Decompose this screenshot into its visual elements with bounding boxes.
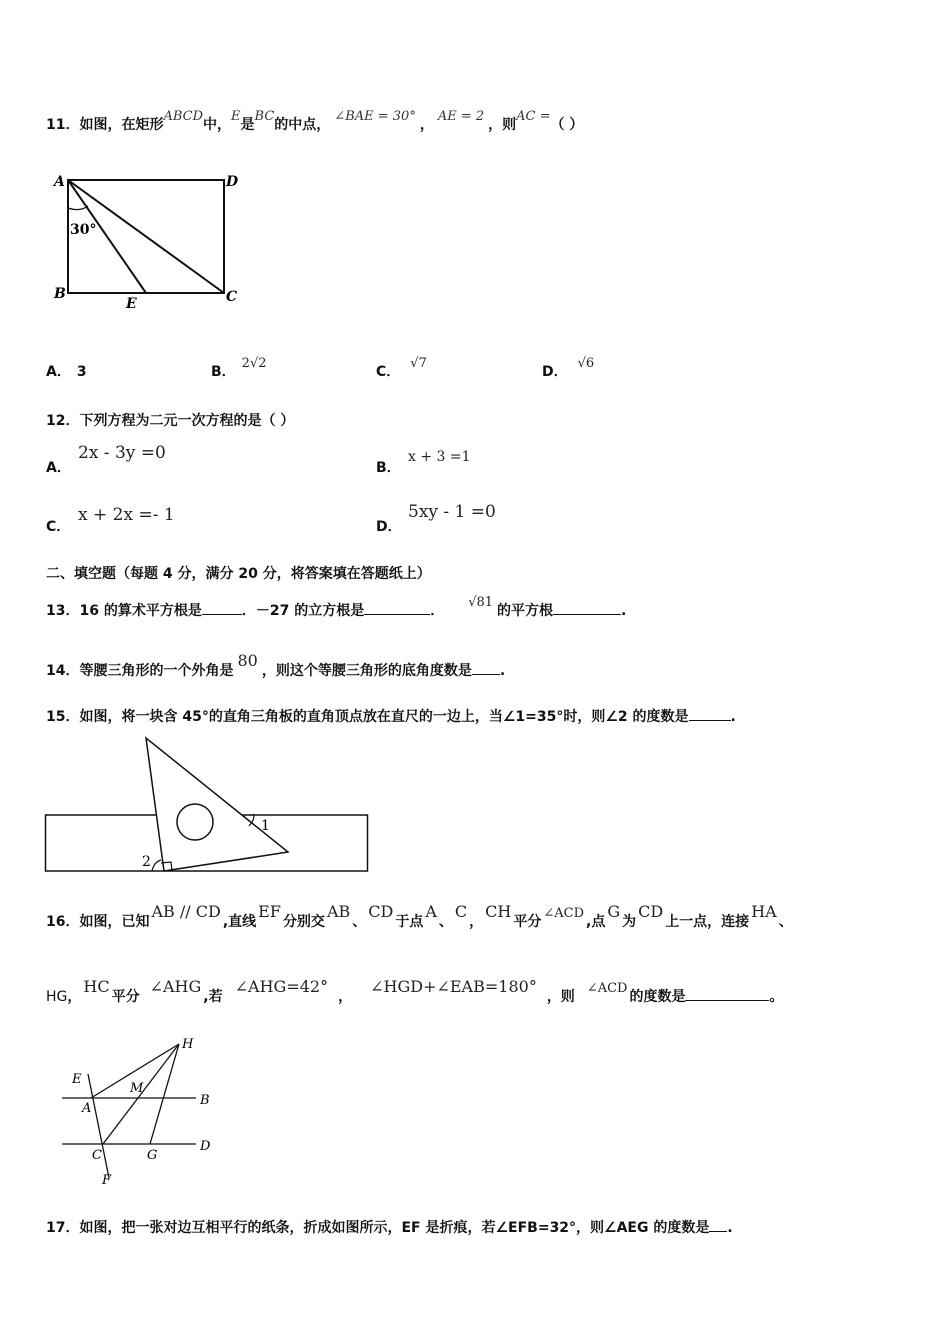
question-11-stem: 11．如图，在矩形ABCD中，E是BC的中点，∠BAE = 30°，AE = 2，则AC =（ ） xyxy=(46,109,584,133)
question-13: 13．16 的算术平方根是 ．－27 的立方根是 ．√81的平方根 . xyxy=(46,595,627,619)
q11-option-a: A． 3 xyxy=(46,364,87,380)
label-f: F xyxy=(102,1173,112,1188)
label-d: D xyxy=(226,174,239,190)
label-e: E xyxy=(72,1072,82,1087)
label-d: D xyxy=(200,1139,211,1154)
answer-blank[interactable] xyxy=(472,660,500,675)
q11-option-d: D．√6 xyxy=(542,356,595,380)
q12-option-b-label: B． xyxy=(376,460,401,476)
q12-option-d-equation: 5xy - 1 =0 xyxy=(408,502,496,522)
label-b: B xyxy=(54,286,66,302)
label-angle-1: 1 xyxy=(261,818,270,834)
answer-blank[interactable] xyxy=(364,600,430,615)
answer-blank[interactable] xyxy=(685,986,769,1001)
angle-arc xyxy=(68,206,88,210)
set-square-triangle xyxy=(146,738,288,871)
q16-parallel-lines-figure xyxy=(56,1032,226,1190)
question-16-line-1: 16．如图，已知AB // CD,直线EF分别交AB、CD于点A、C，CH平分∠ACD,点G为CD上一点，连接HA、 xyxy=(46,902,793,930)
answer-blank[interactable] xyxy=(709,1217,727,1232)
question-12-stem: 12．下列方程为二元一次方程的是（ ） xyxy=(46,413,295,429)
section-2-heading: 二、填空题（每题 4 分，满分 20 分，将答案填在答题纸上） xyxy=(46,566,431,582)
label-b: B xyxy=(200,1093,210,1108)
q12-option-a-label: A． xyxy=(46,460,71,476)
q12-option-c-label: C． xyxy=(46,519,71,535)
q11-option-c: C．√7 xyxy=(376,356,427,380)
label-angle-2: 2 xyxy=(142,854,151,870)
label-a: A xyxy=(82,1101,92,1116)
q15-ruler-triangle-figure xyxy=(44,734,374,876)
question-15-stem: 15．如图，将一块含 45°的直角三角板的直角顶点放在直尺的一边上，当∠1=35°时，则∠2 的度数是 . xyxy=(46,706,736,726)
label-e: E xyxy=(126,296,137,312)
q12-option-d-label: D． xyxy=(376,519,402,535)
angle-2-arc xyxy=(152,860,161,871)
q12-option-b-equation: x + 3 =1 xyxy=(408,449,471,465)
q11-rectangle-figure xyxy=(50,168,250,313)
q12-option-a-equation: 2x - 3y =0 xyxy=(78,443,166,463)
label-30-degrees: 30° xyxy=(70,222,97,238)
label-c: C xyxy=(92,1148,102,1163)
answer-blank[interactable] xyxy=(553,600,621,615)
answer-blank[interactable] xyxy=(202,600,242,615)
question-17: 17．如图，把一张对边互相平行的纸条，折成如图所示，EF 是折痕，若∠EFB=32°，则∠AEG 的度数是 . xyxy=(46,1217,733,1237)
label-m: M xyxy=(130,1081,144,1096)
q12-option-c-equation: x + 2x =- 1 xyxy=(78,505,175,525)
q11-option-b: B．2√2 xyxy=(211,356,267,380)
question-14: 14．等腰三角形的一个外角是80，则这个等腰三角形的底角度数是 . xyxy=(46,651,506,679)
answer-blank[interactable] xyxy=(689,706,731,721)
label-h: H xyxy=(182,1037,194,1052)
label-a: A xyxy=(54,174,65,190)
label-c: C xyxy=(226,289,238,305)
label-g: G xyxy=(147,1148,158,1163)
question-16-line-2: HG，HC平分∠AHG,若∠AHG=42°，∠HGD+∠EAB=180°，则∠ACD的度数是 。 xyxy=(46,977,784,1005)
